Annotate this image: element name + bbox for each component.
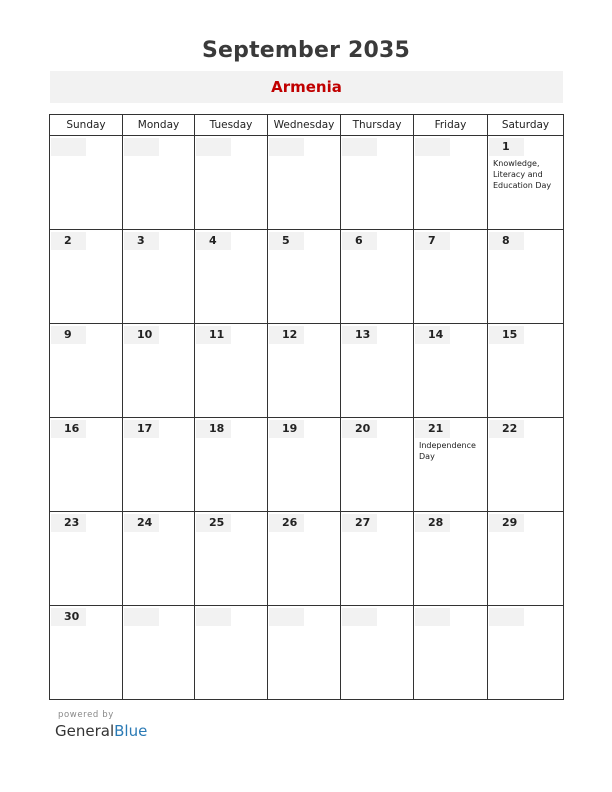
weekday-tuesday: Tuesday [195,115,268,136]
day-cell [414,512,488,606]
day-cell [341,418,414,512]
day-cell [50,230,123,324]
day-cell-empty [195,136,268,230]
day-cell [123,512,195,606]
holiday-label: Independence Day [419,441,476,461]
day-number: 27 [342,514,377,532]
day-cell [488,230,564,324]
day-number: 29 [489,514,524,532]
day-cell [268,512,341,606]
country-banner [50,71,563,103]
day-cell [268,230,341,324]
day-number: 22 [489,420,524,438]
day-cell [341,324,414,418]
day-cell-empty [123,606,195,700]
day-cell-empty [414,606,488,700]
generalblue-logo[interactable] [55,722,147,740]
day-cell [195,230,268,324]
brand-blue: Blue [114,722,148,740]
week-row [50,136,564,230]
day-number-box [489,608,524,626]
day-cell-empty [341,606,414,700]
day-cell [414,230,488,324]
day-cell-empty [123,136,195,230]
holiday-label: Knowledge, Literacy and Education Day [493,159,552,190]
day-number: 7 [415,232,450,250]
day-cell [488,324,564,418]
day-cell [195,324,268,418]
day-number-box [51,138,86,156]
day-number: 20 [342,420,377,438]
day-number-box [196,138,231,156]
powered-by-text: powered by [58,710,114,720]
day-cell [195,418,268,512]
day-number: 9 [51,326,86,344]
day-number: 25 [196,514,231,532]
day-cell [488,418,564,512]
day-number: 19 [269,420,304,438]
day-number-box [269,138,304,156]
day-number: 18 [196,420,231,438]
day-number: 30 [51,608,86,626]
day-number: 26 [269,514,304,532]
day-number: 1 [489,138,524,156]
day-number: 8 [489,232,524,250]
day-number-box [196,608,231,626]
day-number: 23 [51,514,86,532]
week-row [50,324,564,418]
day-number: 21 [415,420,450,438]
weekday-saturday: Saturday [488,115,564,136]
week-row [50,418,564,512]
day-cell [341,512,414,606]
week-row [50,512,564,606]
day-number-box [124,138,159,156]
day-number: 16 [51,420,86,438]
day-number-box [342,608,377,626]
calendar-title: September 2035 [201,38,411,63]
day-cell [123,230,195,324]
day-number: 13 [342,326,377,344]
day-number: 24 [124,514,159,532]
day-cell [488,136,564,230]
day-number-box [124,608,159,626]
weekday-sunday: Sunday [50,115,123,136]
weekday-header-row [50,115,564,136]
day-number: 2 [51,232,86,250]
day-cell [268,418,341,512]
day-number: 11 [196,326,231,344]
country-name: Armenia [271,78,342,96]
day-cell-empty [341,136,414,230]
day-cell-empty [488,606,564,700]
day-cell [50,418,123,512]
weekday-wednesday: Wednesday [268,115,341,136]
day-cell [50,512,123,606]
day-number: 3 [124,232,159,250]
day-number: 28 [415,514,450,532]
day-number: 15 [489,326,524,344]
day-cell [195,512,268,606]
weekday-monday: Monday [123,115,195,136]
day-number-box [415,608,450,626]
week-row [50,230,564,324]
day-number: 12 [269,326,304,344]
calendar-grid [49,114,564,700]
day-cell [123,324,195,418]
day-cell-empty [50,136,123,230]
day-number: 5 [269,232,304,250]
weekday-thursday: Thursday [341,115,414,136]
day-cell [414,324,488,418]
day-cell-empty [414,136,488,230]
brand-general: General [55,722,115,740]
week-row [50,606,564,700]
day-cell [123,418,195,512]
day-number: 17 [124,420,159,438]
day-number-box [269,608,304,626]
day-number: 6 [342,232,377,250]
day-number: 4 [196,232,231,250]
day-number-box [342,138,377,156]
day-cell [488,512,564,606]
day-cell-empty [268,136,341,230]
day-cell-empty [268,606,341,700]
day-number-box [415,138,450,156]
day-cell [341,230,414,324]
day-cell [414,418,488,512]
day-number: 14 [415,326,450,344]
day-cell [50,606,123,700]
weekday-friday: Friday [414,115,488,136]
day-cell [268,324,341,418]
day-cell-empty [195,606,268,700]
day-cell [50,324,123,418]
day-number: 10 [124,326,159,344]
